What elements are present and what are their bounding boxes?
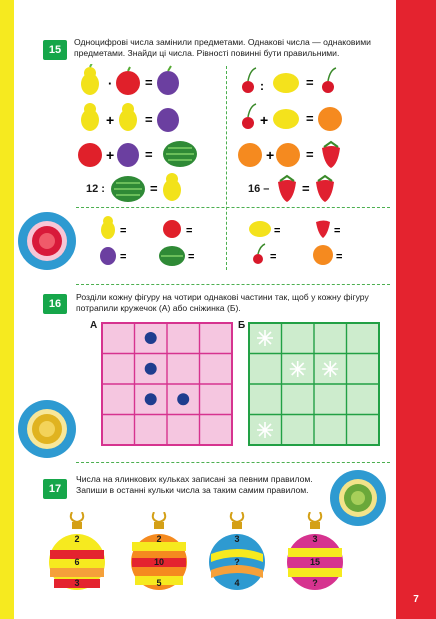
snowflake-icon xyxy=(322,361,338,377)
svg-text:=: = xyxy=(336,251,343,263)
svg-text:=: = xyxy=(302,181,310,196)
cherry-icon xyxy=(322,68,336,93)
grid-a xyxy=(101,322,233,446)
ornament-2 xyxy=(130,512,188,596)
ornament-2-bottom: 5 xyxy=(156,578,162,588)
watermelon-icon xyxy=(111,176,145,202)
svg-text:=: = xyxy=(274,225,281,237)
figure-b-label: Б xyxy=(238,320,246,331)
plum-icon xyxy=(100,247,116,265)
cherry-icon xyxy=(253,244,265,264)
task-16-divider xyxy=(76,284,390,285)
svg-text:=: = xyxy=(188,251,195,263)
svg-text:+: + xyxy=(106,112,115,128)
svg-text::: : xyxy=(260,79,264,93)
plum-icon xyxy=(157,108,179,132)
task-15-text: Одноцифрові числа замінили предметами. Однакові числа — однаковими предметами. Знайди ці числа. Рівності повинні бути правильними. xyxy=(74,37,371,58)
dot-marker xyxy=(145,332,157,344)
ornament-4 xyxy=(286,512,344,596)
answer-slots-left xyxy=(96,214,226,270)
right-color-strip xyxy=(396,0,436,619)
ornament-4-bottom: ? xyxy=(312,578,318,588)
answer-slots-right xyxy=(246,214,376,270)
pear-icon xyxy=(101,216,115,239)
svg-text:=: = xyxy=(120,225,127,237)
svg-text:=: = xyxy=(186,225,193,237)
equation-16-prefix: 16 – xyxy=(248,183,270,195)
svg-text:=: = xyxy=(306,75,314,90)
left-color-strip xyxy=(0,0,14,619)
watermelon-icon xyxy=(159,246,185,266)
lemon-icon xyxy=(273,109,299,129)
task-15-horizontal-divider xyxy=(76,207,390,208)
lemon-icon xyxy=(273,73,299,93)
apple-icon xyxy=(116,67,140,95)
cherry-icon xyxy=(242,104,256,129)
svg-text:=: = xyxy=(145,147,153,162)
orange-icon xyxy=(276,143,300,167)
svg-text:·: · xyxy=(108,76,113,91)
task-15-vertical-divider xyxy=(226,66,227,270)
reward-medal-2 xyxy=(16,398,78,460)
ornament-1-top: 2 xyxy=(74,534,80,544)
pear-icon xyxy=(163,173,181,201)
svg-text:=: = xyxy=(145,75,153,90)
dot-marker xyxy=(145,363,157,375)
task-16-badge: 16 xyxy=(43,294,67,314)
task-17-divider xyxy=(76,462,390,463)
task-17-badge: 17 xyxy=(43,479,67,499)
pear-icon xyxy=(119,103,137,131)
svg-text:+: + xyxy=(266,147,275,163)
reward-medal-1 xyxy=(16,210,78,272)
task-16-text: Розділи кожну фігуру на чотири однакові частини так, щоб у кожну фігуру потрапили кружечок (А) або сніжинка (Б). xyxy=(76,292,369,313)
strawberry-icon xyxy=(316,221,330,239)
svg-text:=: = xyxy=(150,181,158,196)
apple-icon xyxy=(78,143,102,167)
ornament-1 xyxy=(48,512,106,596)
cherry-icon xyxy=(242,68,256,93)
equation-12-prefix: 12 : xyxy=(86,183,105,195)
apple-icon xyxy=(163,220,181,238)
orange-icon xyxy=(238,143,262,167)
plum-icon xyxy=(157,66,179,95)
task-17-text: Числа на ялинкових кульках записані за певним правилом. Запиши в останні кульки числа за таким самим правилом. xyxy=(76,474,313,495)
snowflake-icon xyxy=(257,330,273,346)
ornament-1-bottom: 3 xyxy=(74,578,80,588)
ornament-3-bottom: 4 xyxy=(234,578,240,588)
dot-marker xyxy=(145,393,157,405)
svg-text:=: = xyxy=(270,251,277,263)
ornament-2-middle: 10 xyxy=(153,557,164,567)
svg-text:+: + xyxy=(260,112,269,128)
plum-icon xyxy=(117,143,139,167)
orange-icon xyxy=(318,107,342,131)
svg-text:=: = xyxy=(306,111,314,126)
ornament-1-middle: 6 xyxy=(74,557,80,567)
lemon-icon xyxy=(249,221,271,237)
ornament-3 xyxy=(208,512,266,596)
strawberry-icon xyxy=(322,142,340,168)
dot-marker xyxy=(177,393,189,405)
svg-text:+: + xyxy=(106,147,115,163)
svg-text:=: = xyxy=(145,112,153,127)
strawberry-icon xyxy=(316,176,334,202)
snowflake-icon xyxy=(257,422,273,438)
ornament-4-top: 3 xyxy=(312,534,318,544)
strawberry-icon xyxy=(278,176,296,202)
figure-a-label: А xyxy=(90,320,98,331)
svg-text:=: = xyxy=(120,251,127,263)
page-number: 7 xyxy=(413,594,419,605)
snowflake-icon xyxy=(290,361,306,377)
svg-text:=: = xyxy=(306,147,314,162)
ornament-3-middle: ? xyxy=(234,557,240,567)
svg-text:=: = xyxy=(334,225,341,237)
pear-icon xyxy=(81,103,99,131)
pear-icon xyxy=(81,64,99,95)
ornament-3-top: 3 xyxy=(234,534,240,544)
ornament-2-top: 2 xyxy=(156,534,162,544)
ornament-4-middle: 15 xyxy=(309,557,320,567)
grid-b xyxy=(248,322,380,446)
orange-icon xyxy=(313,245,333,265)
watermelon-icon xyxy=(163,141,197,167)
task-15-badge: 15 xyxy=(43,40,67,60)
